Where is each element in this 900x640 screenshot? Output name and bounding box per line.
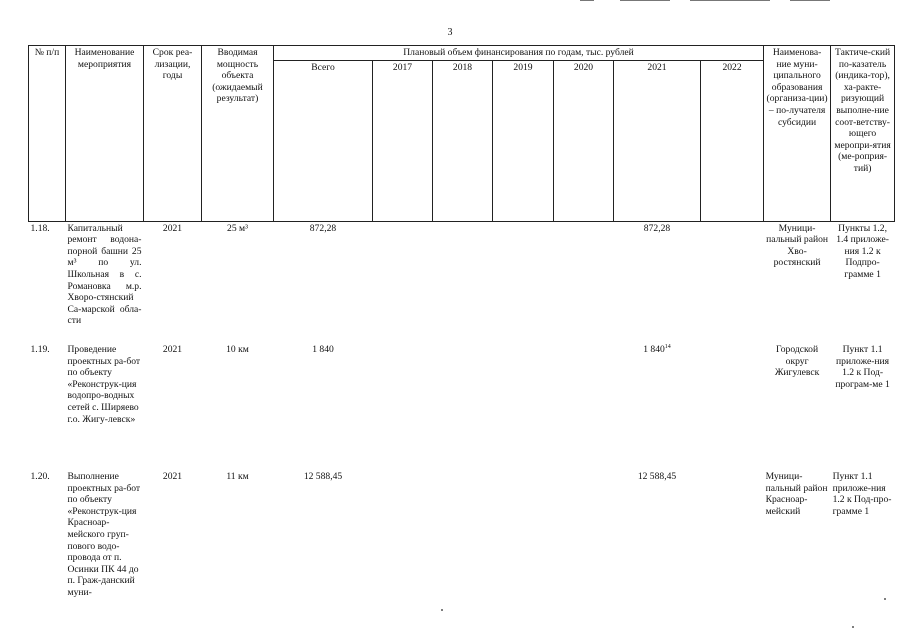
row-recipient: Городской округ Жигулевск [774, 344, 820, 379]
header-total: Всего [274, 60, 373, 221]
row-total: 1 840 [312, 344, 334, 356]
row-2019 [493, 470, 554, 600]
row-total: 872,28 [309, 222, 337, 234]
row-2021: 872,28 [643, 222, 671, 234]
header-2018: 2018 [433, 60, 493, 221]
row-2022 [701, 470, 764, 600]
row-2022 [701, 343, 764, 470]
header-2019: 2019 [493, 60, 554, 221]
header-indicator: Тактиче-ский по-казатель (индика-тор), ха-ракте-ризующий выполне-ние соот-ветству-ющего меропри-ятия (ме-роприя-тий) [831, 46, 895, 222]
row-num: 1.19. [30, 344, 50, 356]
header-2017: 2017 [373, 60, 433, 221]
row-period: 2021 [162, 222, 183, 234]
row-name: Проведение проектных ра-бот по объекту «Реконструк-ция водопро-водных сетей с. Ширяево г.о. Жигу-левск» [67, 344, 141, 425]
row-2018 [433, 221, 493, 343]
row-2021: 12 588,45 [637, 471, 677, 483]
header-period: Срок реа-лизации, годы [144, 46, 202, 222]
row-2017 [373, 221, 433, 343]
row-period: 2021 [162, 344, 183, 356]
header-2021: 2021 [614, 60, 701, 221]
row-indicator: Пункт 1.1 приложе-ния 1.2 к Под-про-грамме 1 [832, 471, 892, 517]
scan-marks [560, 0, 860, 4]
header-name: Наименование мероприятия [66, 46, 144, 222]
row-2018 [433, 470, 493, 600]
header-funding: Плановый объем финансирования по годам, тыс. рублей [274, 46, 764, 61]
row-indicator: Пункты 1.2, 1.4 приложе-ния 1.2 к Подпро-грамме 1 [836, 222, 889, 280]
scan-speck [852, 626, 854, 628]
row-indicator: Пункт 1.1 приложе-ния 1.2 к Под-програм-ме 1 [835, 344, 890, 390]
row-2020 [554, 221, 614, 343]
row-name: Капитальный ремонт водона-порной башни 25 м³ по ул. Школьная в с. Романовка м.р. Хворо-стянский Са-марской обла-сти [67, 222, 142, 327]
row-2022 [701, 221, 764, 343]
header-capacity: Вводимая мощность объекта (ожидаемый результат) [202, 46, 274, 222]
row-total: 12 588,45 [303, 471, 343, 483]
row-2021-value: 1 840 [643, 344, 665, 356]
funding-table [28, 45, 895, 600]
row-capacity: 11 км [226, 471, 249, 483]
row-num: 1.18. [30, 222, 50, 234]
row-2019 [493, 221, 554, 343]
row-recipient: Муници-пальный район Хво-ростянский [766, 222, 829, 269]
row-capacity: 25 м³ [227, 222, 248, 234]
header-2020: 2020 [554, 60, 614, 221]
row-2017 [373, 470, 433, 600]
scan-speck [441, 609, 443, 611]
header-2022: 2022 [701, 60, 764, 221]
table-row [29, 343, 895, 470]
row-2018 [433, 343, 493, 470]
row-num: 1.20. [30, 471, 50, 483]
header-num: № п/п [29, 46, 66, 222]
row-capacity: 10 км [226, 344, 249, 356]
table-row [29, 221, 895, 343]
row-recipient: Муници-пальный район Красноар-мейский [765, 471, 828, 517]
row-name: Выполнение проектных ра-бот по объекту «Реконструк-ция Красноар-мейского груп-пового водо-провода от п. Осинки ПК 44 до п. Граж-данский муни- [67, 471, 141, 599]
footnote-marker: 14 [664, 343, 671, 350]
header-recipient: Наименова-ние муни-ципального образования (организа-ции) – по-лучателя субсидии [764, 46, 831, 222]
row-2021 [614, 343, 701, 470]
row-2020 [554, 470, 614, 600]
row-2019 [493, 343, 554, 470]
page-number: 3 [447, 27, 453, 38]
row-2020 [554, 343, 614, 470]
row-period: 2021 [162, 471, 183, 483]
row-2017 [373, 343, 433, 470]
table-row [29, 470, 895, 600]
scan-speck [884, 598, 886, 600]
